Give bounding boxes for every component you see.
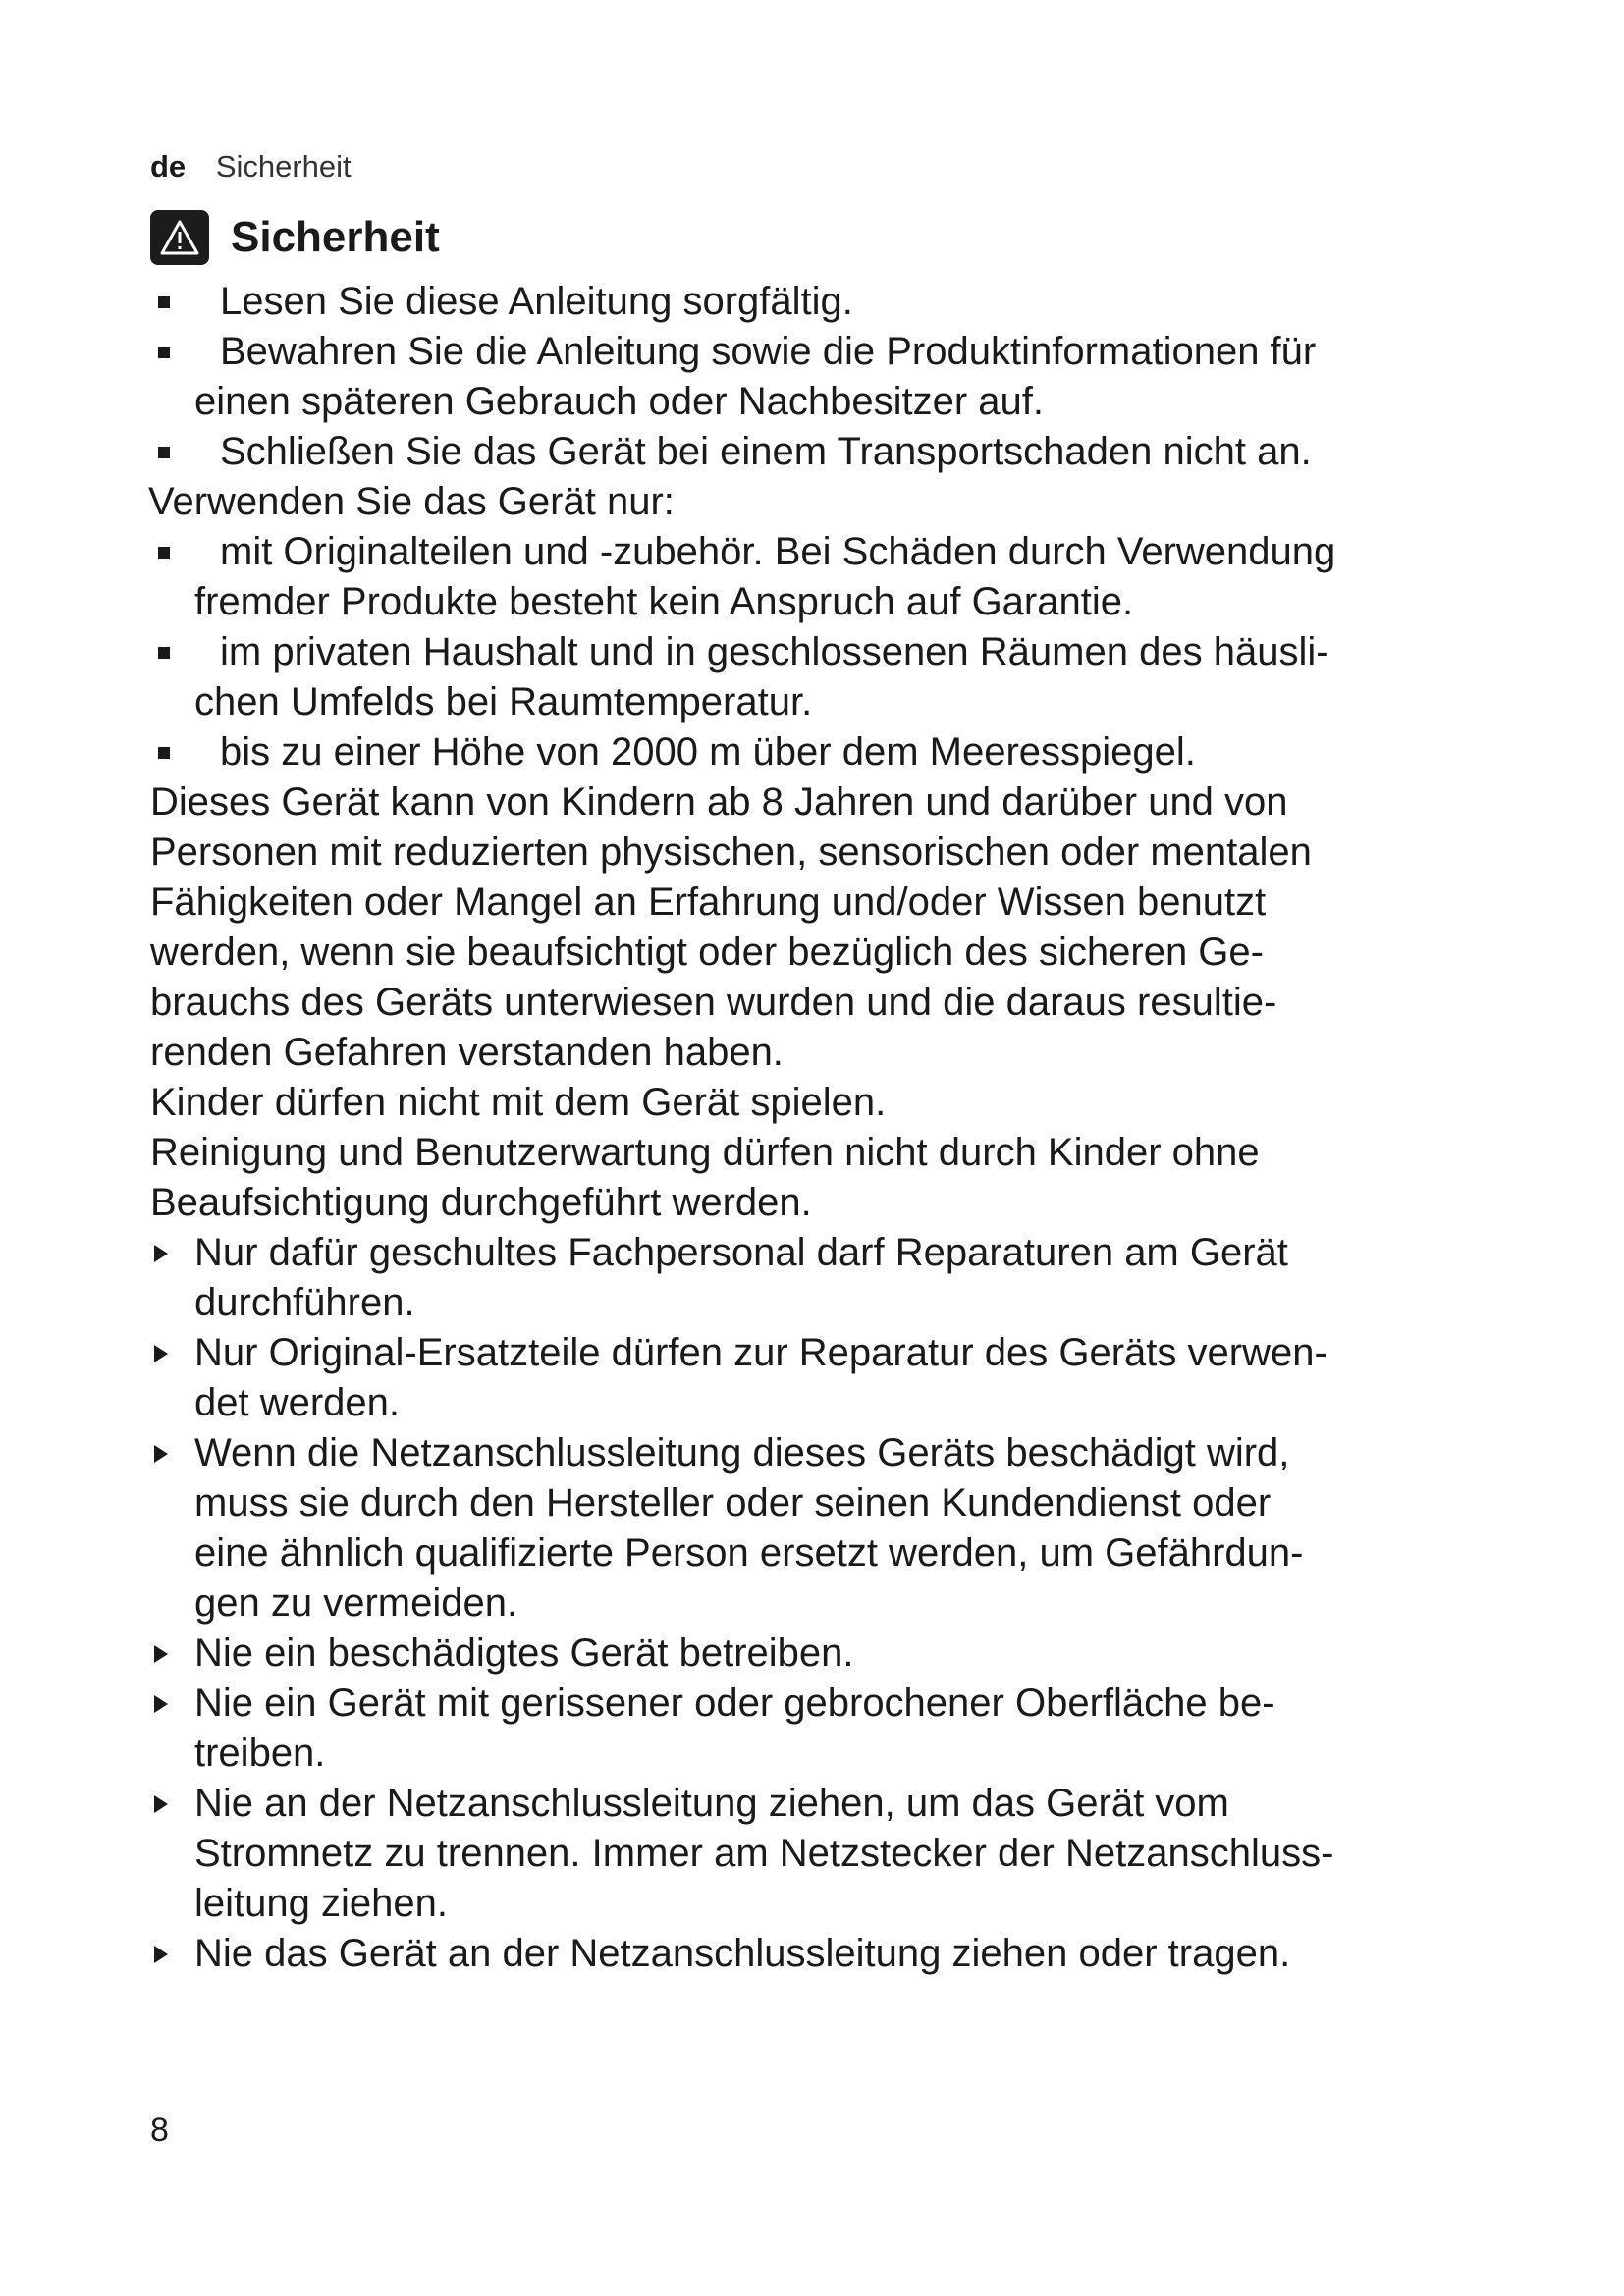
list-item-text: bis zu einer Höhe von 2000 m über dem Meeresspiegel. [220, 730, 1196, 774]
document-body [150, 277, 1505, 1979]
paragraph-line: Fähigkeiten oder Mangel an Erfahrung und/oder Wissen benutzt [150, 881, 1267, 924]
instruction-text: Nie das Gerät an der Netzanschlussleitung ziehen oder tragen. [194, 1932, 1291, 1975]
use-bullet-list [150, 527, 1505, 777]
instruction-text: Stromnetz zu trennen. Immer am Netzstecker der Netzanschluss- [194, 1832, 1334, 1875]
square-bullet-icon [158, 747, 170, 759]
instruction-text: det werden. [194, 1381, 401, 1424]
list-item-text: chen Umfelds bei Raumtemperatur. [194, 680, 813, 723]
instruction-text: eine ähnlich qualifizierte Person ersetzt werden, um Gefährdun- [194, 1531, 1304, 1575]
paragraph-line: Beaufsichtigung durchgeführt werden. [150, 1181, 812, 1224]
square-bullet-icon [158, 547, 170, 559]
list-item [150, 627, 1505, 727]
list-item [150, 277, 1505, 327]
instruction-text: durchführen. [194, 1281, 415, 1324]
paragraph-line: Dieses Gerät kann von Kindern ab 8 Jahren und darüber und von [150, 780, 1288, 824]
instruction-text: Nie an der Netzanschlussleitung ziehen, um das Gerät vom [194, 1782, 1229, 1825]
children-paragraph [150, 777, 1505, 1078]
instruction-item [150, 1779, 1505, 1929]
arrow-bullet-icon [154, 1795, 168, 1813]
instruction-text: treiben. [194, 1732, 326, 1775]
paragraph-line: Reinigung und Benutzerwartung dürfen nicht durch Kinder ohne [150, 1131, 1260, 1174]
arrow-bullet-icon [154, 1695, 168, 1713]
cleaning-paragraph [150, 1128, 1505, 1228]
arrow-bullet-icon [154, 1345, 168, 1362]
arrow-bullet-icon [154, 1445, 168, 1463]
list-item [150, 727, 1505, 777]
page-header [150, 147, 352, 187]
warning-triangle-icon [150, 210, 209, 265]
play-paragraph: Kinder dürfen nicht mit dem Gerät spielen. [150, 1081, 887, 1124]
list-item-text: Lesen Sie diese Anleitung sorgfältig. [220, 280, 853, 323]
list-item-text: Bewahren Sie die Anleitung sowie die Produktinformationen für [220, 330, 1317, 373]
instruction-item [150, 1228, 1505, 1328]
list-item [150, 427, 1505, 477]
instruction-text: leitung ziehen. [194, 1882, 448, 1925]
instruction-text: Nur dafür geschultes Fachpersonal darf Reparaturen am Gerät [194, 1231, 1288, 1274]
instruction-item [150, 1679, 1505, 1779]
square-bullet-icon [158, 447, 170, 458]
paragraph-line: Personen mit reduzierten physischen, sensorischen oder mentalen [150, 830, 1312, 874]
list-item-text: einen späteren Gebrauch oder Nachbesitzer auf. [194, 380, 1044, 423]
list-item-text: im privaten Haushalt und in geschlossenen Räumen des häusli- [220, 630, 1329, 673]
instruction-text: muss sie durch den Hersteller oder seinen Kundendienst oder [194, 1481, 1272, 1524]
instruction-text: Nie ein beschädigtes Gerät betreiben. [194, 1631, 854, 1675]
page-number: 8 [150, 2111, 169, 2149]
list-item-text: Schließen Sie das Gerät bei einem Transportschaden nicht an. [220, 430, 1312, 473]
square-bullet-icon [158, 647, 170, 659]
instruction-item [150, 1428, 1505, 1629]
instruction-text: Nur Original-Ersatzteile dürfen zur Reparatur des Geräts verwen- [194, 1331, 1327, 1374]
page-title: Sicherheit [231, 213, 440, 261]
arrow-bullet-icon [154, 1645, 168, 1663]
list-item-text: mit Originalteilen und -zubehör. Bei Schäden durch Verwendung [220, 530, 1336, 573]
language-code: de [150, 149, 187, 184]
arrow-bullet-icon [154, 1946, 168, 1963]
intro-bullet-list [150, 277, 1505, 477]
instruction-item [150, 1929, 1505, 1979]
use-only-heading: Verwenden Sie das Gerät nur: [148, 480, 675, 523]
paragraph-line: werden, wenn sie beaufsichtigt oder bezüglich des sicheren Ge- [150, 931, 1264, 974]
instruction-text: Nie ein Gerät mit gerissener oder gebrochener Oberfläche be- [194, 1682, 1275, 1725]
breadcrumb: Sicherheit [215, 149, 352, 184]
square-bullet-icon [158, 296, 170, 308]
list-item-text: fremder Produkte besteht kein Anspruch auf Garantie. [194, 580, 1134, 623]
instruction-item [150, 1629, 1505, 1679]
paragraph-line: renden Gefahren verstanden haben. [150, 1031, 784, 1074]
list-item [150, 527, 1505, 627]
instruction-item [150, 1328, 1505, 1428]
paragraph-line: brauchs des Geräts unterwiesen wurden und die daraus resultie- [150, 981, 1277, 1024]
square-bullet-icon [158, 347, 170, 358]
section-heading [150, 208, 440, 267]
instruction-list [150, 1228, 1505, 1979]
list-item [150, 327, 1505, 427]
arrow-bullet-icon [154, 1245, 168, 1262]
instruction-text: Wenn die Netzanschlussleitung dieses Geräts beschädigt wird, [194, 1431, 1290, 1474]
instruction-text: gen zu vermeiden. [194, 1581, 518, 1625]
